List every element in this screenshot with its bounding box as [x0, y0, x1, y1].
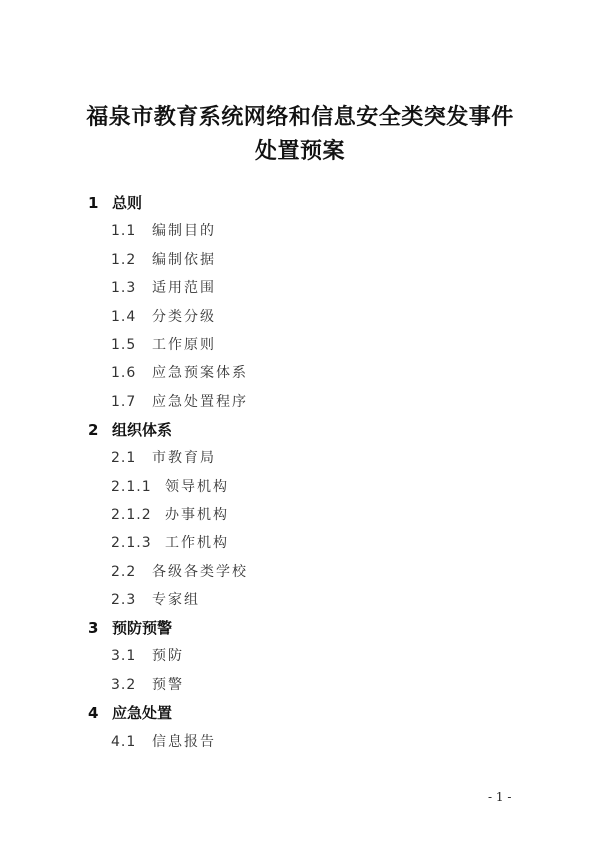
document-title-line2: 处置预案: [254, 138, 345, 164]
toc-subsection-2-1-3: [111, 532, 229, 554]
toc-text: 组织体系: [112, 421, 173, 439]
toc-subsection-1-2: [111, 249, 216, 271]
toc-text: 专家组: [152, 592, 200, 608]
toc-text: 适用范围: [152, 280, 216, 296]
toc-text: 市教育局: [152, 450, 216, 466]
toc-number: 2.1.3: [111, 535, 152, 551]
toc-text: 分类分级: [152, 309, 216, 325]
toc-text: 预警: [152, 677, 184, 693]
toc-subsection-2-1-1: [111, 476, 229, 498]
toc-subsection-2-1-2: [111, 504, 229, 526]
toc-subsection-1-3: [111, 277, 216, 299]
toc-number: 1.5: [111, 337, 137, 353]
toc-subsection-3-1: [111, 645, 184, 667]
toc-subsection-1-4: [111, 306, 216, 328]
toc-subsection-2-2: [111, 561, 248, 583]
toc-subsection-1-5: [111, 334, 216, 356]
toc-number: 1: [88, 194, 99, 212]
toc-number: 2.1.1: [111, 479, 152, 495]
toc-number: 3.2: [111, 677, 137, 693]
toc-subsection-3-2: [111, 674, 184, 696]
toc-section-3: [88, 617, 172, 639]
toc-number: 1.2: [111, 252, 137, 268]
toc-number: 2.1.2: [111, 507, 152, 523]
toc-subsection-1-7: [111, 391, 248, 413]
toc-text: 编制依据: [152, 252, 216, 268]
toc-text: 应急处置: [112, 704, 173, 722]
toc-number: 4: [88, 704, 99, 722]
toc-number: 1.4: [111, 309, 137, 325]
toc-text: 信息报告: [152, 734, 216, 750]
toc-number: 4.1: [111, 734, 137, 750]
toc-number: 3: [88, 619, 99, 637]
toc-text: 预防预警: [112, 619, 173, 637]
toc-text: 应急处置程序: [152, 394, 248, 410]
toc-text: 各级各类学校: [152, 564, 248, 580]
toc-text: 编制目的: [152, 223, 216, 239]
toc-number: 1.6: [111, 365, 137, 381]
toc-number: 3.1: [111, 648, 137, 664]
toc-number: 1.3: [111, 280, 137, 296]
toc-subsection-2-1: [111, 447, 216, 469]
toc-subsection-4-1: [111, 731, 216, 753]
toc-text: 预防: [152, 648, 184, 664]
toc-subsection-2-3: [111, 589, 200, 611]
toc-number: 2.3: [111, 592, 137, 608]
toc-number: 2.1: [111, 450, 137, 466]
document-title-line1: 福泉市教育系统网络和信息安全类突发事件: [86, 104, 514, 130]
toc-text: 领导机构: [165, 479, 229, 495]
toc-number: 2.2: [111, 564, 137, 580]
toc-section-2: [88, 419, 172, 441]
toc-text: 工作原则: [152, 337, 216, 353]
toc-text: 应急预案体系: [152, 365, 248, 381]
toc-section-1: [88, 192, 142, 214]
toc-number: 2: [88, 421, 99, 439]
toc-subsection-1-1: [111, 220, 216, 242]
toc-text: 工作机构: [165, 535, 229, 551]
toc-number: 1.1: [111, 223, 137, 239]
page-number: - 1 -: [488, 790, 512, 804]
toc-section-4: [88, 702, 172, 724]
toc-subsection-1-6: [111, 362, 248, 384]
toc-text: 总则: [112, 194, 143, 212]
toc-text: 办事机构: [165, 507, 229, 523]
toc-number: 1.7: [111, 394, 137, 410]
